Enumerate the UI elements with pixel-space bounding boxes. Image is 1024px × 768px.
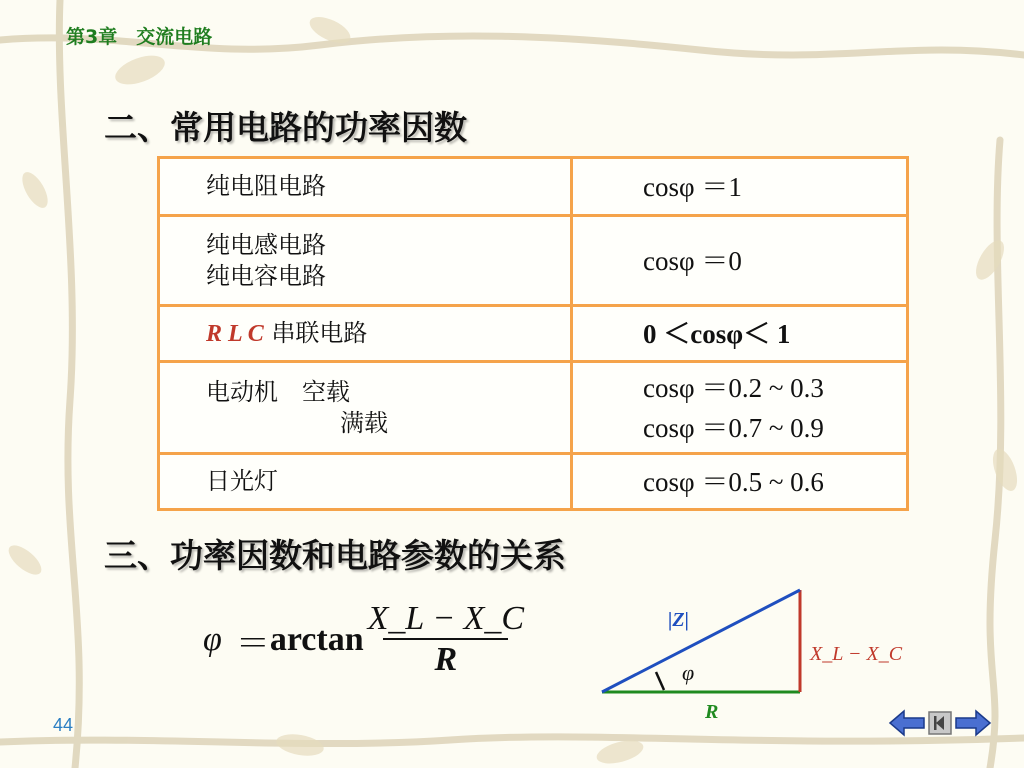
hypotenuse-label: |Z| [668, 609, 690, 631]
next-arrow-icon[interactable] [954, 708, 992, 738]
circuit-cell [159, 158, 572, 216]
power-factor-value: cosφ ＝0.2 ~ 0.3 [643, 372, 824, 403]
table-row [159, 158, 908, 216]
power-factor-value: cosφ ＝1 [643, 171, 742, 202]
circuit-label: 日光灯 [206, 467, 278, 495]
formula-denominator: R [434, 641, 458, 678]
power-factor-value: cosφ ＝0 [643, 245, 742, 276]
impedance-triangle [590, 580, 910, 730]
section-title-relation: 三、功率因数和电路参数的关系 [104, 536, 566, 575]
slide-navigation [888, 708, 992, 738]
table-row [159, 454, 908, 510]
formula-arctan: arctan [269, 621, 364, 658]
value-cell [572, 454, 908, 510]
table-row [159, 362, 908, 454]
circuit-cell [159, 306, 572, 362]
circuit-label: 纯电容电路 [206, 261, 326, 290]
rlc-label: R L C [206, 320, 264, 347]
circuit-cell [159, 454, 572, 510]
value-cell [572, 362, 908, 454]
value-cell [572, 306, 908, 362]
formula-phi: φ [203, 621, 222, 658]
phase-angle-formula [203, 600, 526, 680]
section-title-common-power-factor: 二、常用电路的功率因数 [104, 108, 467, 147]
circuit-label: 满载 [340, 408, 388, 437]
value-cell [572, 216, 908, 306]
circuit-cell [159, 216, 572, 306]
adjacent-label: R [705, 701, 719, 723]
page-number: 44 [53, 715, 74, 735]
circuit-label: 纯电感电路 [206, 230, 326, 259]
table-row [159, 306, 908, 362]
value-cell [572, 158, 908, 216]
circuit-cell [159, 362, 572, 454]
home-icon[interactable] [928, 711, 952, 735]
formula-fraction [366, 600, 526, 680]
circuit-label: 串联电路 [271, 318, 368, 347]
previous-arrow-icon[interactable] [888, 708, 926, 738]
power-factor-value: cosφ ＝0.7 ~ 0.9 [643, 412, 824, 443]
chapter-header: 第3章 交流电路 [66, 26, 213, 48]
circuit-label: 电动机 空载 [206, 377, 350, 406]
angle-label: φ [682, 660, 695, 685]
opposite-label: X_L − X_C [810, 643, 903, 665]
power-factor-table [157, 156, 909, 511]
table-row [159, 216, 908, 306]
formula-numerator: X_L − X_C [367, 600, 525, 637]
angle-arc [656, 672, 664, 690]
power-factor-value: cosφ ＝0.5 ~ 0.6 [643, 466, 824, 497]
circuit-label: 纯电阻电路 [206, 172, 326, 200]
power-factor-value: 0 ＜cosφ＜ 1 [643, 318, 791, 349]
formula-equals: ＝ [235, 625, 270, 663]
triangle-hypotenuse [602, 590, 800, 692]
